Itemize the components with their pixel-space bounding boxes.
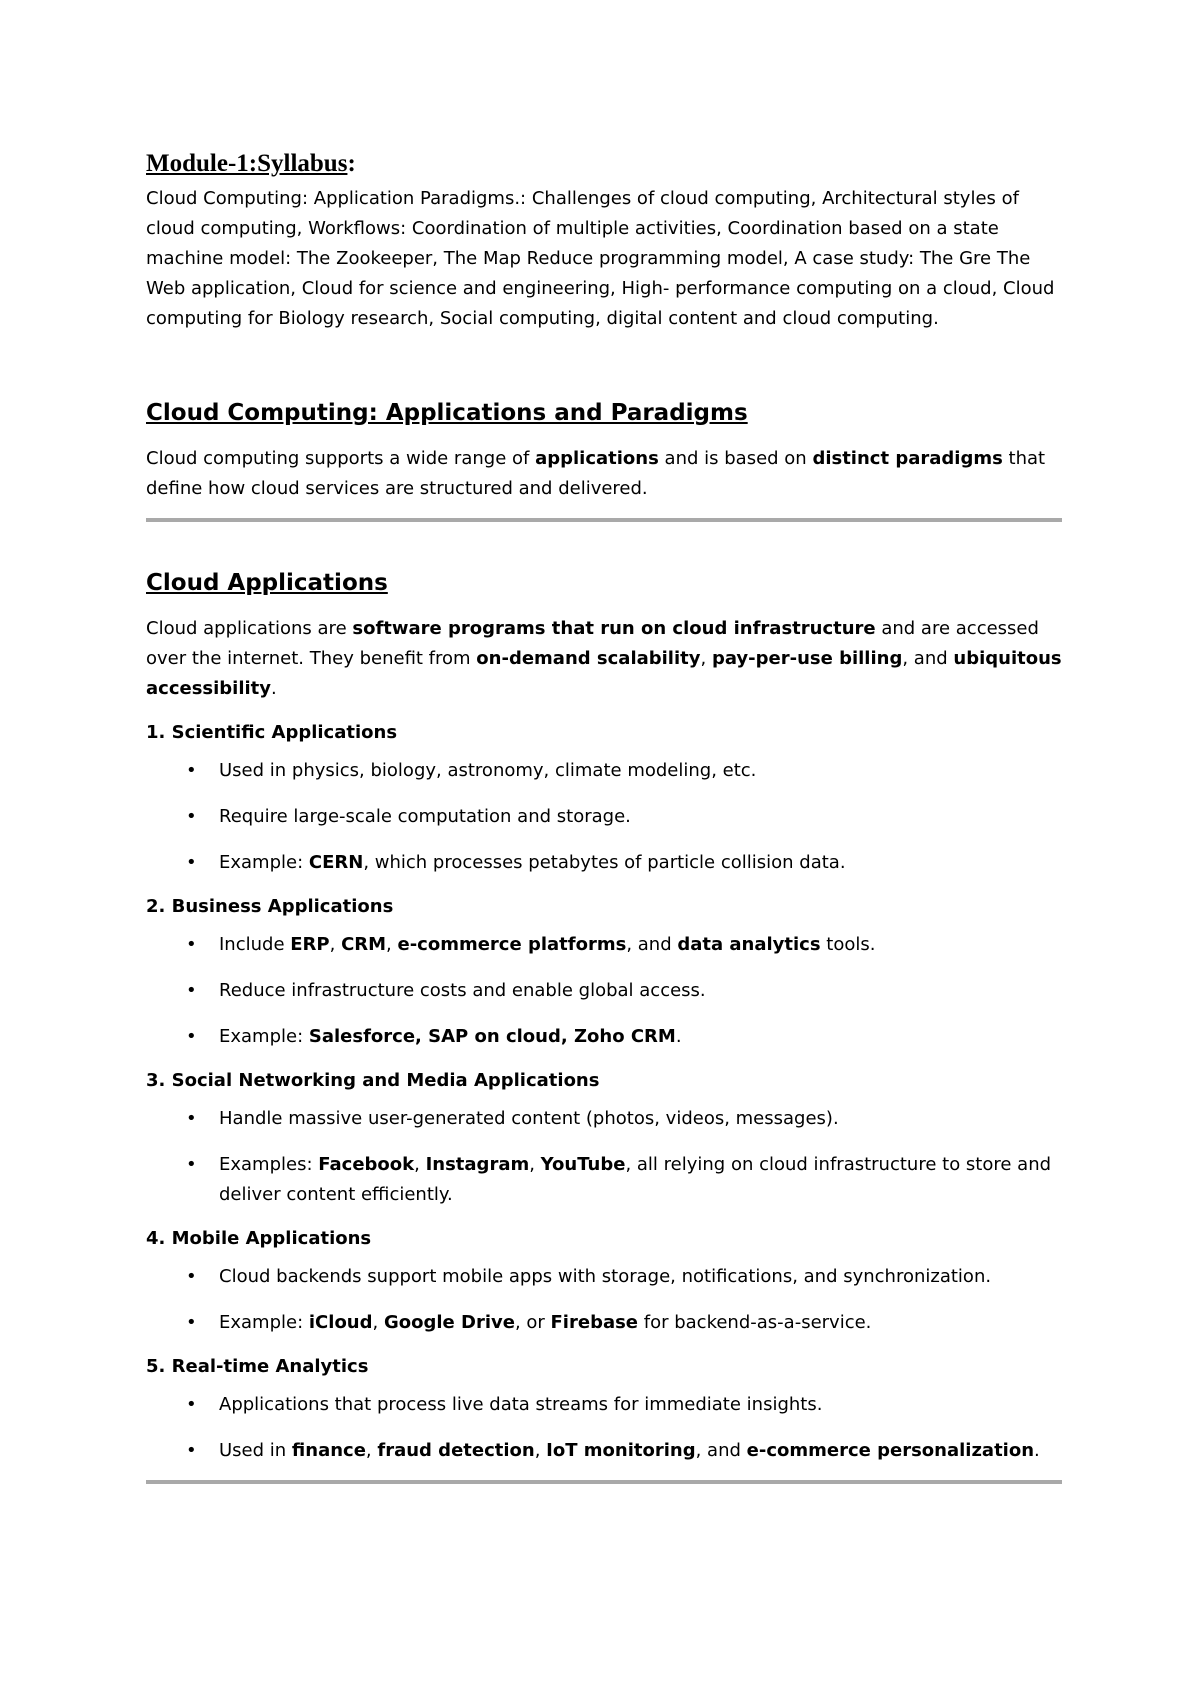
list-item: • Used in finance, fraud detection, IoT monitoring, and e-commerce personalization. — [146, 1436, 1062, 1466]
scientific-applications-list — [146, 756, 1062, 878]
module-title: Module-1:Syllabus: — [146, 150, 356, 177]
list-item: • Require large-scale computation and storage. — [146, 802, 1062, 832]
syllabus-text: Cloud Computing: Application Paradigms.: Challenges of cloud computing, Architectural styles of cloud computing, Workflows: Coordination of multiple activities, Coordination based on a state machine model: The Zookeeper, The Map Reduce programming model, A case study: The Gre The Web application, Cloud for science and engineering, High- performance computing on a cloud, Cloud computing for Biology research, Social computing, digital content and cloud computing. — [146, 188, 1055, 329]
bullet-icon: • — [186, 1266, 197, 1287]
list-item: • Applications that process live data streams for immediate insights. — [146, 1390, 1062, 1420]
cloud-applications-heading: Cloud Applications — [146, 570, 388, 596]
real-time-analytics-list — [146, 1390, 1062, 1466]
social-media-applications-list — [146, 1104, 1062, 1210]
bullet-icon: • — [186, 1154, 197, 1175]
mobile-applications-heading: 4. Mobile Applications — [146, 1228, 372, 1249]
real-time-analytics-heading: 5. Real-time Analytics — [146, 1356, 369, 1377]
bullet-icon: • — [186, 760, 197, 781]
list-item: • Examples: Facebook, Instagram, YouTube, all relying on cloud infrastructure to store and deliver content efficiently. — [146, 1150, 1062, 1210]
paradigms-heading: Cloud Computing: Applications and Paradigms — [146, 400, 748, 426]
bullet-icon: • — [186, 806, 197, 827]
list-item: • Example: Salesforce, SAP on cloud, Zoho CRM. — [146, 1022, 1062, 1052]
list-item: • Example: CERN, which processes petabytes of particle collision data. — [146, 848, 1062, 878]
bullet-icon: • — [186, 1026, 197, 1047]
mobile-applications-list — [146, 1262, 1062, 1338]
list-item: • Example: iCloud, Google Drive, or Firebase for backend-as-a-service. — [146, 1308, 1062, 1338]
bullet-icon: • — [186, 852, 197, 873]
list-item: • Cloud backends support mobile apps with storage, notifications, and synchronization. — [146, 1262, 1062, 1292]
paradigms-text: Cloud computing supports a wide range of applications and is based on distinct paradigms that define how cloud services are structured and delivered. — [146, 448, 1046, 499]
list-item: • Reduce infrastructure costs and enable global access. — [146, 976, 1062, 1006]
document-page — [146, 146, 1062, 1484]
business-applications-heading: 2. Business Applications — [146, 896, 394, 917]
bullet-icon: • — [186, 1108, 197, 1129]
horizontal-rule — [146, 518, 1062, 522]
list-item: • Handle massive user-generated content (photos, videos, messages). — [146, 1104, 1062, 1134]
bullet-icon: • — [186, 1312, 197, 1333]
business-applications-list — [146, 930, 1062, 1052]
list-item: • Include ERP, CRM, e-commerce platforms, and data analytics tools. — [146, 930, 1062, 960]
bullet-icon: • — [186, 980, 197, 1001]
horizontal-rule — [146, 1480, 1062, 1484]
bullet-icon: • — [186, 1440, 197, 1461]
list-item: • Used in physics, biology, astronomy, climate modeling, etc. — [146, 756, 1062, 786]
bullet-icon: • — [186, 934, 197, 955]
scientific-applications-heading: 1. Scientific Applications — [146, 722, 398, 743]
bullet-icon: • — [186, 1394, 197, 1415]
cloud-applications-text: Cloud applications are software programs that run on cloud infrastructure and are accessed over the internet. They benefit from on-demand scalability, pay-per-use billing, and ubiquitous accessibility. — [146, 618, 1062, 699]
social-media-applications-heading: 3. Social Networking and Media Applications — [146, 1070, 600, 1091]
